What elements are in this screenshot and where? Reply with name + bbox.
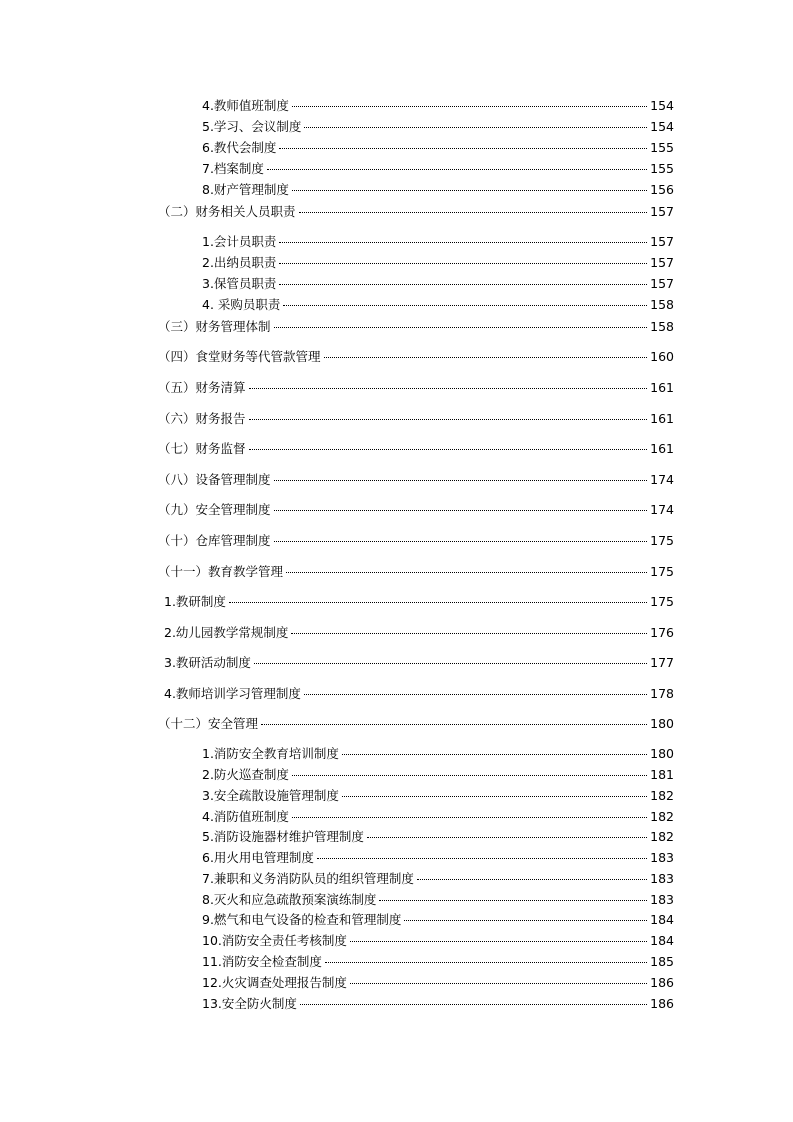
toc-entry-label: 4. 采购员职责 xyxy=(202,297,281,312)
toc-entry[interactable] xyxy=(164,655,674,671)
dot-leader xyxy=(261,724,647,725)
toc-entry[interactable] xyxy=(202,871,674,887)
toc-entry-label: 5.学习、会议制度 xyxy=(202,119,302,134)
toc-entry[interactable] xyxy=(202,98,674,114)
toc-entry[interactable] xyxy=(164,594,674,610)
toc-entry-label: 4.教师培训学习管理制度 xyxy=(164,686,301,701)
toc-entry-label: 1.会计员职责 xyxy=(202,234,277,249)
toc-entry-page: 182 xyxy=(650,829,674,844)
toc-section-label: （八）设备管理制度 xyxy=(158,472,271,487)
toc-entry-page: 184 xyxy=(650,933,674,948)
toc-entry-label: 6.教代会制度 xyxy=(202,140,277,155)
toc-section[interactable] xyxy=(158,564,674,580)
toc-section-page: 175 xyxy=(650,564,674,579)
toc-entry[interactable] xyxy=(202,829,674,845)
toc-entry[interactable] xyxy=(202,182,674,198)
toc-section-page: 161 xyxy=(650,380,674,395)
toc-section[interactable] xyxy=(158,204,674,220)
toc-entry-label: 2.幼儿园教学常规制度 xyxy=(164,625,289,640)
dot-leader xyxy=(299,212,648,213)
toc-entry-label: 1.消防安全教育培训制度 xyxy=(202,746,339,761)
toc-entry-page: 158 xyxy=(650,297,674,312)
toc-entry-label: 6.用火用电管理制度 xyxy=(202,850,314,865)
toc-entry-page: 157 xyxy=(650,255,674,270)
toc-entry-label: 8.财产管理制度 xyxy=(202,182,289,197)
toc-entry-page: 176 xyxy=(650,625,674,640)
dot-leader xyxy=(325,962,647,963)
toc-entry-label: 13.安全防火制度 xyxy=(202,996,297,1011)
toc-entry-label: 3.教研活动制度 xyxy=(164,655,251,670)
toc-entry[interactable] xyxy=(202,975,674,991)
dot-leader xyxy=(342,796,647,797)
dot-leader xyxy=(292,775,647,776)
toc-entry-page: 186 xyxy=(650,996,674,1011)
toc-entry-label: 12.火灾调查处理报告制度 xyxy=(202,975,347,990)
dot-leader xyxy=(404,920,647,921)
toc-entry-page: 182 xyxy=(650,788,674,803)
dot-leader xyxy=(274,480,648,481)
toc-entry-label: 4.消防值班制度 xyxy=(202,809,289,824)
toc-section[interactable] xyxy=(158,411,674,427)
toc-section-label: （十一）教育教学管理 xyxy=(158,564,284,579)
dot-leader xyxy=(417,879,647,880)
toc-entry[interactable] xyxy=(202,746,674,762)
dot-leader xyxy=(342,754,647,755)
toc-entry[interactable] xyxy=(202,850,674,866)
toc-section[interactable] xyxy=(158,472,674,488)
toc-section[interactable] xyxy=(158,380,674,396)
dot-leader xyxy=(274,541,648,542)
toc-entry-label: 9.燃气和电气设备的检查和管理制度 xyxy=(202,912,402,927)
toc-entry[interactable] xyxy=(164,625,674,641)
toc-entry[interactable] xyxy=(164,686,674,702)
toc-section[interactable] xyxy=(158,441,674,457)
toc-section[interactable] xyxy=(158,533,674,549)
toc-entry-page: 183 xyxy=(650,892,674,907)
dot-leader xyxy=(267,169,647,170)
toc-entry-label: 11.消防安全检查制度 xyxy=(202,954,322,969)
toc-entry-label: 3.保管员职责 xyxy=(202,276,277,291)
toc-entry-label: 10.消防安全责任考核制度 xyxy=(202,933,347,948)
dot-leader xyxy=(274,510,648,511)
dot-leader xyxy=(249,419,648,420)
toc-entry-page: 181 xyxy=(650,767,674,782)
dot-leader xyxy=(286,572,647,573)
toc-section-label: （五）财务清算 xyxy=(158,380,246,395)
toc-section-page: 158 xyxy=(650,319,674,334)
toc-section-page: 174 xyxy=(650,472,674,487)
dot-leader xyxy=(304,694,647,695)
toc-entry[interactable] xyxy=(202,892,674,908)
toc-entry-label: 7.档案制度 xyxy=(202,161,264,176)
toc-entry[interactable] xyxy=(202,297,674,313)
dot-leader xyxy=(300,1004,647,1005)
dot-leader xyxy=(279,284,647,285)
toc-entry-label: 7.兼职和义务消防队员的组织管理制度 xyxy=(202,871,414,886)
toc-entry-label: 2.防火巡查制度 xyxy=(202,767,289,782)
toc-entry[interactable] xyxy=(202,255,674,271)
toc-entry[interactable] xyxy=(202,996,674,1012)
dot-leader xyxy=(304,127,647,128)
toc-entry-page: 184 xyxy=(650,912,674,927)
toc-entry[interactable] xyxy=(202,276,674,292)
dot-leader xyxy=(292,106,647,107)
toc-entry-label: 4.教师值班制度 xyxy=(202,98,289,113)
toc-section-label: （九）安全管理制度 xyxy=(158,502,271,517)
dot-leader xyxy=(317,858,647,859)
toc-entry-page: 156 xyxy=(650,182,674,197)
toc-section-label: （四）食堂财务等代管款管理 xyxy=(158,349,321,364)
dot-leader xyxy=(350,983,647,984)
toc-entry[interactable] xyxy=(202,119,674,135)
toc-entry-label: 8.灭火和应急疏散预案演练制度 xyxy=(202,892,377,907)
toc-section[interactable] xyxy=(158,716,674,732)
toc-section-page: 180 xyxy=(650,716,674,731)
toc-section[interactable] xyxy=(158,319,674,335)
toc-section-label: （二）财务相关人员职责 xyxy=(158,204,296,219)
toc-entry[interactable] xyxy=(202,933,674,949)
dot-leader xyxy=(292,817,647,818)
toc-section-page: 161 xyxy=(650,441,674,456)
toc-entry[interactable] xyxy=(202,161,674,177)
toc-entry-page: 155 xyxy=(650,161,674,176)
toc-entry-label: 5.消防设施器材维护管理制度 xyxy=(202,829,364,844)
toc-section-page: 160 xyxy=(650,349,674,364)
toc-entry-page: 155 xyxy=(650,140,674,155)
toc-section-page: 161 xyxy=(650,411,674,426)
dot-leader xyxy=(283,305,647,306)
toc-section-label: （三）财务管理体制 xyxy=(158,319,271,334)
toc-entry[interactable] xyxy=(202,954,674,970)
toc-entry-page: 178 xyxy=(650,686,674,701)
toc-entry-page: 180 xyxy=(650,746,674,761)
toc-section-page: 157 xyxy=(650,204,674,219)
toc-entry-page: 183 xyxy=(650,871,674,886)
toc-section-page: 175 xyxy=(650,533,674,548)
toc-entry-page: 182 xyxy=(650,809,674,824)
toc-entry[interactable] xyxy=(202,788,674,804)
toc-entry-label: 1.教研制度 xyxy=(164,594,226,609)
toc-entry-page: 154 xyxy=(650,98,674,113)
toc-section-label: （十）仓库管理制度 xyxy=(158,533,271,548)
dot-leader xyxy=(254,663,647,664)
toc-entry-page: 177 xyxy=(650,655,674,670)
toc-entry-label: 2.出纳员职责 xyxy=(202,255,277,270)
dot-leader xyxy=(249,449,648,450)
toc-section-label: （七）财务监督 xyxy=(158,441,246,456)
toc-entry-page: 157 xyxy=(650,276,674,291)
dot-leader xyxy=(379,900,647,901)
dot-leader xyxy=(367,837,647,838)
toc-section-label: （六）财务报告 xyxy=(158,411,246,426)
dot-leader xyxy=(279,148,647,149)
dot-leader xyxy=(292,190,647,191)
toc-section[interactable] xyxy=(158,349,674,365)
toc-entry-page: 185 xyxy=(650,954,674,969)
dot-leader xyxy=(279,242,647,243)
toc-entry-page: 154 xyxy=(650,119,674,134)
toc-entry-page: 157 xyxy=(650,234,674,249)
toc-section[interactable] xyxy=(158,502,674,518)
toc-section-page: 174 xyxy=(650,502,674,517)
dot-leader xyxy=(249,388,648,389)
toc-entry-label: 3.安全疏散设施管理制度 xyxy=(202,788,339,803)
toc-entry[interactable] xyxy=(202,809,674,825)
dot-leader xyxy=(274,327,648,328)
dot-leader xyxy=(291,633,647,634)
toc-entry[interactable] xyxy=(202,767,674,783)
toc-entry-page: 183 xyxy=(650,850,674,865)
toc-section-label: （十二）安全管理 xyxy=(158,716,259,731)
dot-leader xyxy=(279,263,647,264)
toc-entry-page: 175 xyxy=(650,594,674,609)
toc-entry[interactable] xyxy=(202,912,674,928)
toc-entry[interactable] xyxy=(202,234,674,250)
dot-leader xyxy=(229,602,647,603)
dot-leader xyxy=(350,941,647,942)
toc-entry-page: 186 xyxy=(650,975,674,990)
dot-leader xyxy=(324,357,648,358)
toc-entry[interactable] xyxy=(202,140,674,156)
